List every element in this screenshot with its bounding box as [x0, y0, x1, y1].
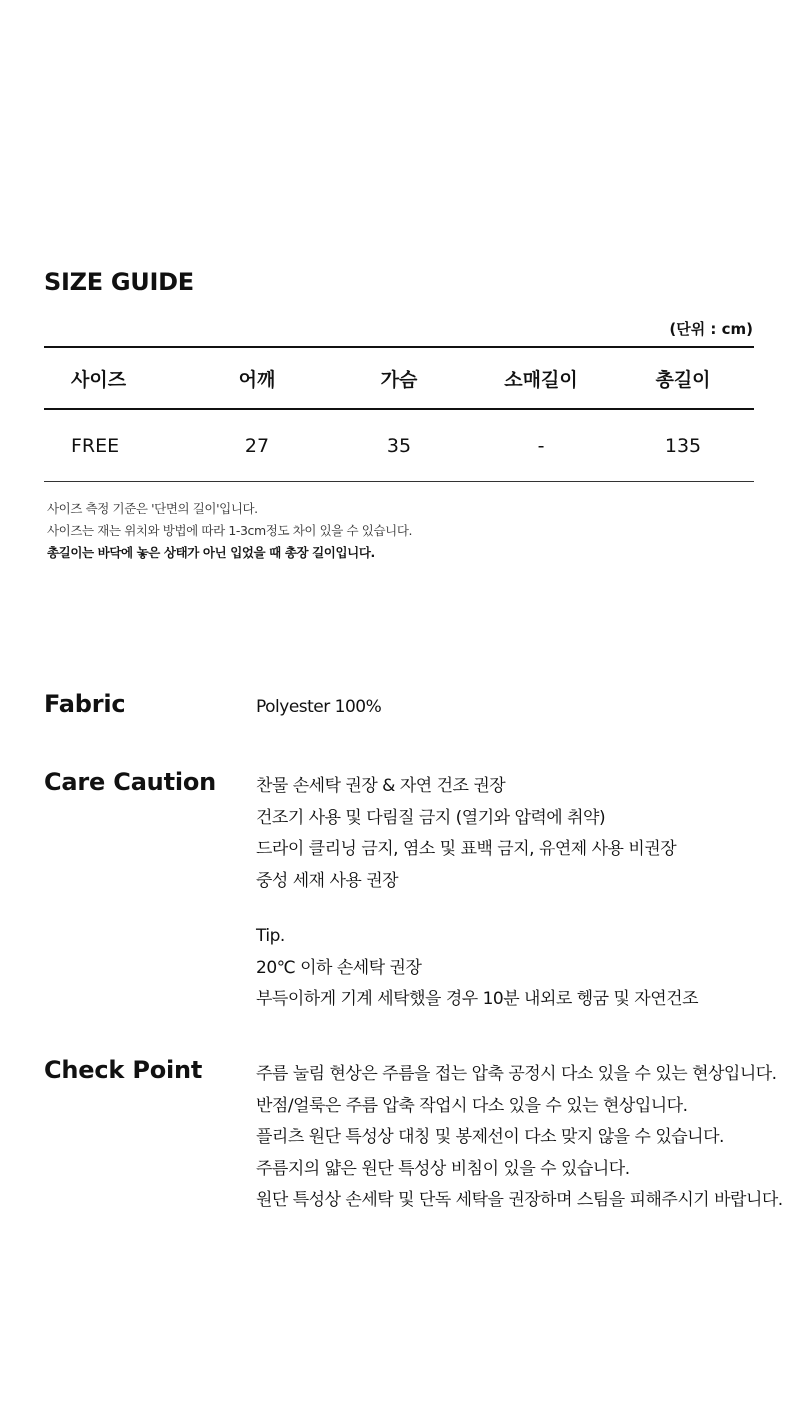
header-sleeve-length: 소매길이: [470, 347, 612, 409]
header-chest: 가슴: [328, 347, 470, 409]
check-line: 주름지의 얇은 원단 특성상 비침이 있을 수 있습니다.: [256, 1158, 630, 1179]
care-line: 드라이 클리닝 금지, 염소 및 표백 금지, 유연제 사용 비권장: [256, 839, 677, 859]
check-point-label: Check Point: [44, 1056, 203, 1084]
spacer: [256, 897, 698, 921]
care-caution-body: [256, 771, 698, 1016]
cell-total-length: 135: [612, 409, 754, 482]
check-line: 주름 눌림 현상은 주름을 접는 압축 공정시 다소 있을 수 있는 현상입니다.: [256, 1064, 777, 1084]
care-line: 중성 세재 사용 권장: [256, 870, 399, 891]
size-table-header-row: [44, 347, 754, 409]
fabric-label: Fabric: [44, 690, 126, 718]
care-line: 찬물 손세탁 권장 & 자연 건조 권장: [256, 776, 506, 796]
care-line: 건조기 사용 및 다림질 금지 (열기와 압력에 취약): [256, 807, 606, 828]
header-shoulder: 어깨: [186, 347, 328, 409]
size-note-emphasis: 총길이는 바닥에 놓은 상태가 아닌 입었을 때 총장 길이입니다.: [47, 545, 375, 560]
tip-line: Tip.: [256, 926, 285, 946]
cell-chest: 35: [328, 409, 470, 482]
cell-size: FREE: [44, 409, 186, 482]
care-caution-label: Care Caution: [44, 768, 217, 796]
tip-line: 20℃ 이하 손세탁 권장: [256, 957, 422, 978]
cell-shoulder: 27: [186, 409, 328, 482]
header-size: 사이즈: [44, 347, 186, 409]
check-line: 원단 특성상 손세탁 및 단독 세탁을 권장하며 스팀을 피해주시기 바랍니다.: [256, 1190, 783, 1210]
fabric-value: Polyester 100%: [256, 697, 382, 717]
unit-note: (단위 : cm): [669, 320, 753, 338]
size-note: 사이즈는 재는 위치와 방법에 따라 1-3cm정도 차이 있을 수 있습니다.: [47, 523, 413, 538]
check-line: 플리츠 원단 특성상 대칭 및 봉제선이 다소 맞지 않을 수 있습니다.: [256, 1127, 724, 1147]
size-note: 사이즈 측정 기준은 '단면의 길이'입니다.: [47, 501, 258, 516]
check-point-body: [256, 1059, 783, 1217]
header-total-length: 총길이: [612, 347, 754, 409]
size-table: [44, 346, 754, 482]
cell-sleeve-length: -: [470, 409, 612, 482]
check-line: 반점/얼룩은 주름 압축 작업시 다소 있을 수 있는 현상입니다.: [256, 1095, 688, 1116]
size-notes: [47, 498, 412, 564]
table-row: [44, 409, 754, 482]
size-guide-title: SIZE GUIDE: [44, 268, 194, 296]
tip-line: 부득이하게 기계 세탁했을 경우 10분 내외로 헹굼 및 자연건조: [256, 989, 698, 1009]
